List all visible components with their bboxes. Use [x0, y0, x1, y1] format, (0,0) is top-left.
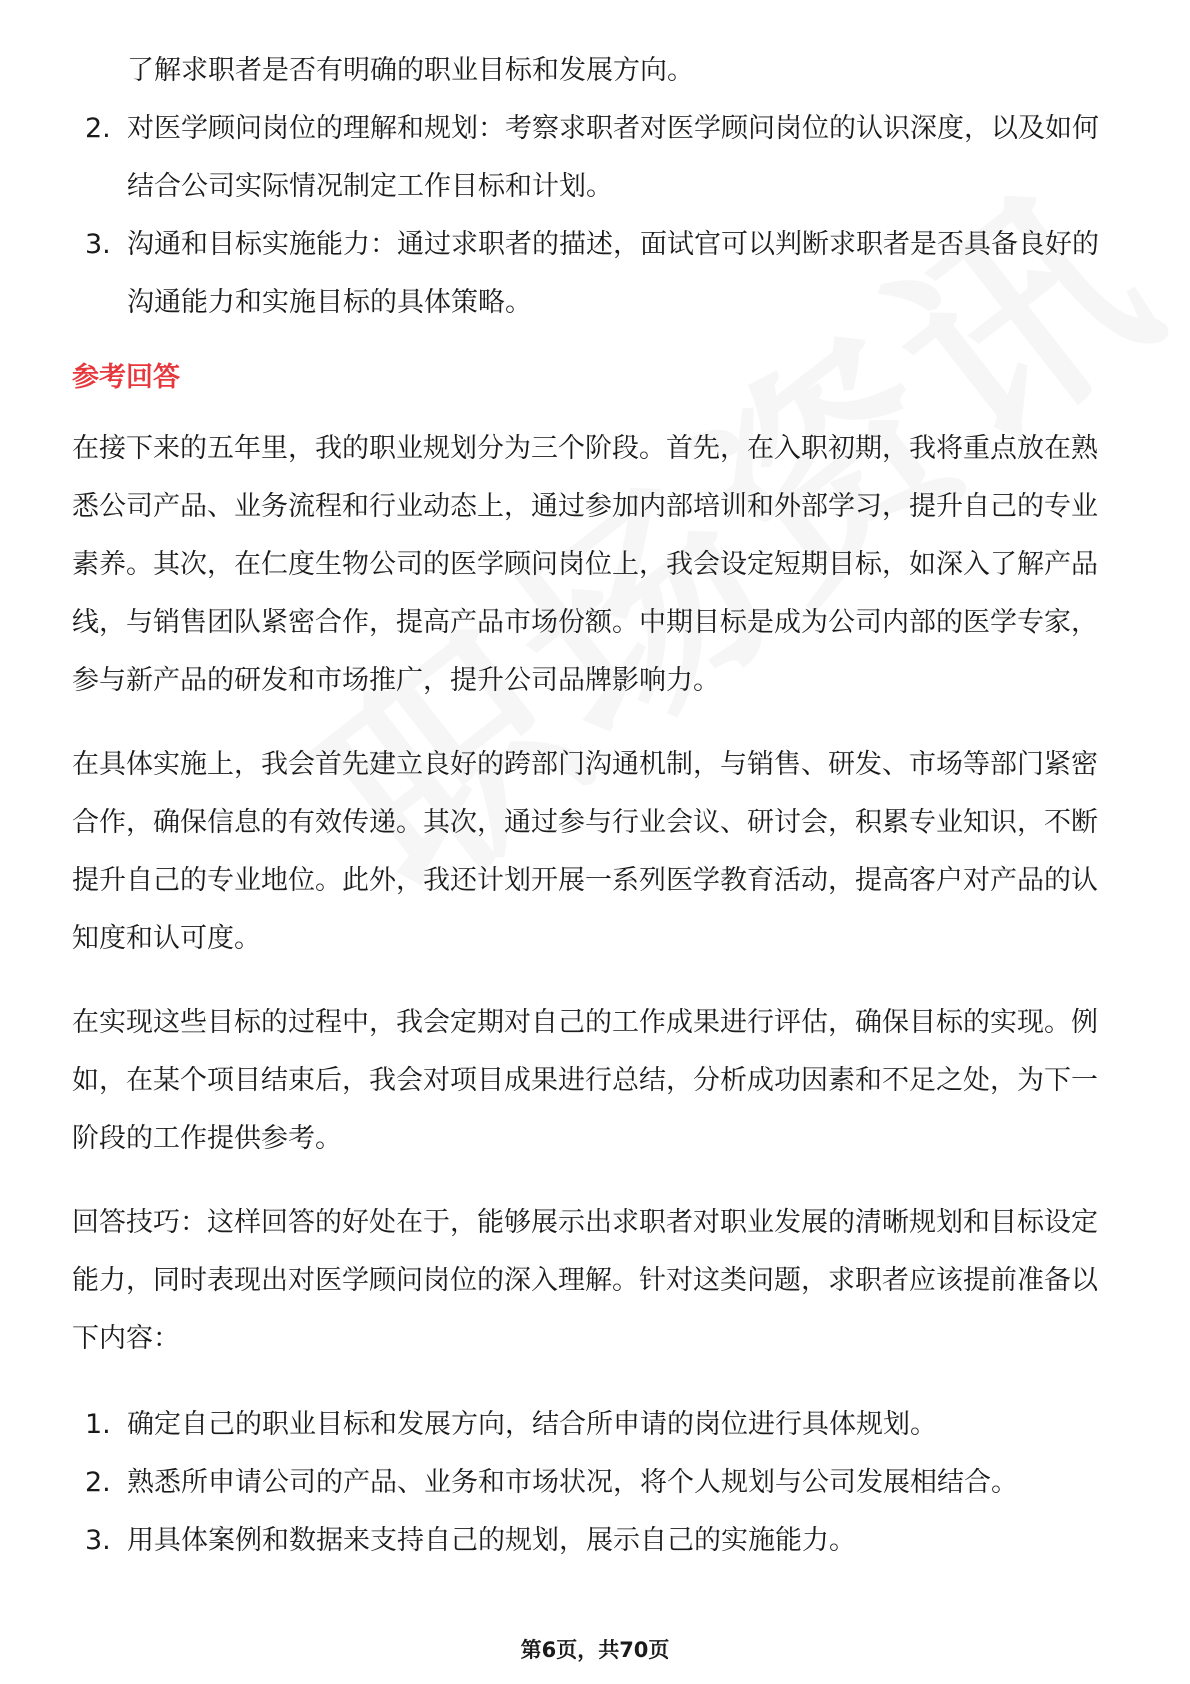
- list-item-number: 2.: [85, 1467, 111, 1498]
- list-item-number: 2.: [85, 113, 111, 144]
- list-item: [72, 100, 1122, 216]
- tips-list: [72, 1396, 1122, 1570]
- page-content: [72, 42, 1122, 1570]
- evaluation-points-list: [72, 42, 1122, 332]
- list-item: [72, 1396, 1122, 1454]
- list-item-text: 对医学顾问岗位的理解和规划：考察求职者对医学顾问岗位的认识深度，以及如何结合公司实际情况制定工作目标和计划。: [127, 113, 1099, 202]
- answer-paragraph: 在实现这些目标的过程中，我会定期对自己的工作成果进行评估，确保目标的实现。例如，在某个项目结束后，我会对项目成果进行总结，分析成功因素和不足之处，为下一阶段的工作提供参考。: [72, 1007, 1098, 1154]
- list-item-text: 确定自己的职业目标和发展方向，结合所申请的岗位进行具体规划。: [127, 1409, 937, 1440]
- list-item-number: 1.: [85, 1409, 111, 1440]
- list-item-text: 熟悉所申请公司的产品、业务和市场状况，将个人规划与公司发展相结合。: [127, 1467, 1018, 1498]
- answer-tips-paragraph: 回答技巧：这样回答的好处在于，能够展示出求职者对职业发展的清晰规划和目标设定能力，同时表现出对医学顾问岗位的深入理解。针对这类问题，求职者应该提前准备以下内容：: [72, 1207, 1098, 1354]
- list-item-number: 3.: [85, 1525, 111, 1556]
- answer-paragraph: 在接下来的五年里，我的职业规划分为三个阶段。首先，在入职初期，我将重点放在熟悉公司产品、业务流程和行业动态上，通过参加内部培训和外部学习，提升自己的专业素养。其次，在仁度生物公司的医学顾问岗位上，我会设定短期目标，如深入了解产品线，与销售团队紧密合作，提高产品市场份额。中期目标是成为公司内部的医学专家，参与新产品的研发和市场推广，提升公司品牌影响力。: [72, 433, 1098, 696]
- page-number-footer: 第6页，共70页: [520, 1638, 670, 1662]
- list-item: [72, 1454, 1122, 1512]
- list-item-number: 3.: [85, 229, 111, 260]
- section-heading: 参考回答: [72, 362, 180, 393]
- list-item-continuation: 了解求职者是否有明确的职业目标和发展方向。: [127, 55, 694, 86]
- list-item: [72, 1512, 1122, 1570]
- list-item-text: 沟通和目标实施能力：通过求职者的描述，面试官可以判断求职者是否具备良好的沟通能力和实施目标的具体策略。: [127, 229, 1099, 318]
- list-item-text: 用具体案例和数据来支持自己的规划，展示自己的实施能力。: [127, 1525, 856, 1556]
- answer-paragraph: 在具体实施上，我会首先建立良好的跨部门沟通机制，与销售、研发、市场等部门紧密合作，确保信息的有效传递。其次，通过参与行业会议、研讨会，积累专业知识，不断提升自己的专业地位。此外，我还计划开展一系列医学教育活动，提高客户对产品的认知度和认可度。: [72, 749, 1098, 954]
- list-item: [72, 216, 1122, 332]
